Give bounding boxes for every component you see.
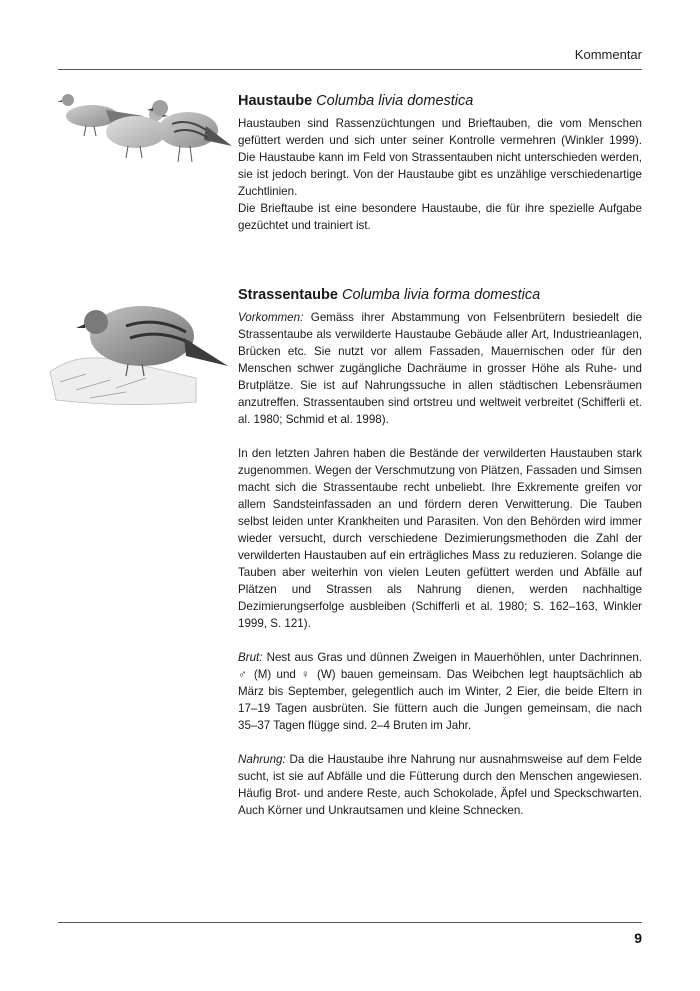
haustaube-section: [238, 91, 642, 234]
bestaende-paragraph: In den letzten Jahren haben die Bestände der verwilderten Haustauben stark zugenommen. Wegen der Verschmutzung von Plätzen, Fassaden und Simsen macht sich die Strassentaube recht unbeliebt. Ihre Exkremente greifen vor allem Sandsteinfassaden an und fördern deren Verwitterung. Die Tauben selbst leiden unter Krankheiten und Parasiten. Von den Behörden wird immer wieder versucht, durch verschiedene Dezimierungsmethoden die Zahl der verwilderten Haustauben auf ein erträgliches Mass zu reduzieren. Solange die Tauben aber weiterhin von vielen Leuten gefüttert werden und Abfälle auf Plätzen und Strassen als Nahrung dienen, werden nachhaltige Dezimierungserfolge ausbleiben (Schifferli et al. 1980; S. 162–163, Winkler 1999, S. 121).: [238, 447, 642, 630]
nahrung-text: Da die Haustaube ihre Nahrung nur ausnahmsweise auf dem Felde sucht, ist sie auf Abfälle und die Fütterung durch den Menschen angewiesen. Häufig Brot- und andere Reste, auch Schokolade, Äpfel und Speckschwarten. Auch Körner und Unkrautsamen und kleine Schnecken.: [238, 753, 642, 817]
strassentaube-latin-name: Columba livia forma domestica: [341, 287, 541, 303]
strassentaube-section: [238, 285, 642, 819]
nahrung-paragraph: [238, 751, 642, 819]
strassentaube-heading: [238, 285, 642, 305]
vorkommen-label: Vorkommen:: [238, 311, 304, 324]
pigeon-right: [147, 100, 232, 162]
haustaube-latin-name: Columba livia domestica: [316, 93, 474, 109]
feral-pigeon-illustration: [46, 282, 232, 410]
vorkommen-text: Gemäss ihrer Abstammung von Felsenbrütern besiedelt die Strassentaube als verwilderte Haustaube Gebäude aller Art, Industrieanlagen, Brücken etc. Sie nutzt vor allem Fassaden, Mauernischen oder für den Menschen schwer zugängliche Dachräume in grosser Höhe als Ruhe- und Brutplätze. Sie ist auf Nahrungssuche in allen städtischen Lebensräumen anzutreffen. Strassentauben sind ortstreu und weltweit verbreitet (Schifferli et. al. 1980; Schmid et al. 1998).: [238, 311, 642, 426]
brut-label: Brut:: [238, 651, 263, 664]
brut-paragraph: [238, 649, 642, 734]
footer-rule: [58, 922, 642, 923]
brut-text: Nest aus Gras und dünnen Zweigen in Mauerhöhlen, unter Dachrinnen. ♂ (M) und ♀ (W) bauen gemeinsam. Das Weibchen legt hauptsächlich ab März bis September, gelegentlich auch im Winter, 2 Eier, die beide Eltern in 17–19 Tagen ausbrüten. Sie füttern auch die Jungen gemeinsam, die nach 35–37 Tagen flügge sind. 2–4 Bruten im Jahr.: [238, 651, 642, 732]
page-number: 9: [634, 930, 642, 946]
vorkommen-paragraph: [238, 309, 642, 428]
haustaube-paragraph-2: Die Brieftaube ist eine besondere Haustaube, die für ihre spezielle Aufgabe gezüchtet und trainiert ist.: [238, 202, 642, 232]
strassentaube-common-name: Strassentaube: [238, 287, 338, 303]
header-section-label: Kommentar: [574, 47, 642, 62]
three-pigeons-illustration: [56, 86, 234, 170]
header-rule: [58, 69, 642, 70]
haustaube-common-name: Haustaube: [238, 93, 313, 109]
haustaube-paragraph-1: Haustauben sind Rassenzüchtungen und Brieftauben, die vom Menschen gefüttert werden und sich unter seiner Kontrolle vermehren (Winkler 1999). Die Haustaube kann im Feld von Strassentauben nicht unterschieden werden, sie ist jedoch beringt. Von der Haustaube gibt es unzählige verschiedenartige Zuchtlinien.: [238, 117, 642, 198]
haustaube-heading: [238, 91, 642, 111]
nahrung-label: Nahrung:: [238, 753, 286, 766]
